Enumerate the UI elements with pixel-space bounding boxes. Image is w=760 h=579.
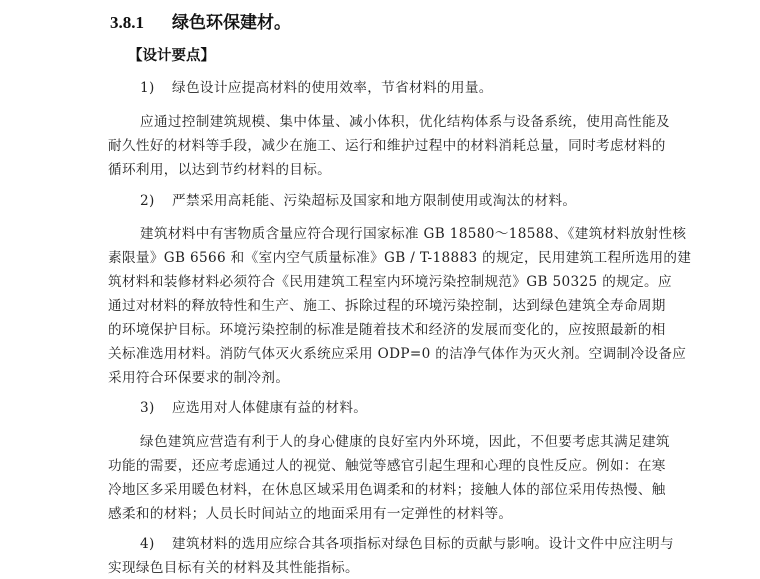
paragraph-line: 采用符合环保要求的制冷剂。 <box>108 370 290 386</box>
list-item-text: 绿色设计应提高材料的使用效率，节省材料的用量。 <box>172 80 493 96</box>
list-item-4-title <box>140 532 674 552</box>
paragraph-line: 绿色建筑应营造有利于人的身心健康的良好室内外环境，因此，不但要考虑其满足建筑 <box>140 434 670 450</box>
paragraph-line: 实现绿色目标有关的材料及其性能指标。 <box>108 560 359 576</box>
list-item-text: 建筑材料的选用应综合其各项指标对绿色目标的贡献与影响。设计文件中应注明与 <box>172 536 674 552</box>
list-item-text: 严禁采用高耗能、污染超标及国家和地方限制使用或淘汰的材料。 <box>172 193 577 209</box>
list-item-2-title <box>140 189 576 209</box>
list-item-text: 应选用对人体健康有益的材料。 <box>172 400 368 416</box>
paragraph-line: 耐久性好的材料等手段，减少在施工、运行和维护过程中的材料消耗总量，同时考虑材料的 <box>108 138 666 154</box>
list-item-number: 2) <box>140 193 155 209</box>
list-item-3-title <box>140 396 367 416</box>
paragraph-line: 冷地区多采用暖色材料，在休息区域采用色调柔和的材料；接触人体的部位采用传热慢、触 <box>108 482 666 498</box>
paragraph-line: 筑材料和装修材料必须符合《民用建筑工程室内环境污染控制规范》GB 50325 的规定。应 <box>108 274 672 290</box>
section-number: 3.8.1 <box>110 13 144 32</box>
design-points-subheading: 【设计要点】 <box>128 48 215 64</box>
paragraph-line: 建筑材料中有害物质含量应符合现行国家标准 GB 18580～18588、《建筑材料放射性核 <box>140 226 687 242</box>
paragraph-line: 的环境保护目标。环境污染控制的标准是随着技术和经济的发展而变化的，应按照最新的相 <box>108 322 666 338</box>
paragraph-line: 关标准选用材料。消防气体灭火系统应采用 ODP=0 的洁净气体作为灭火剂。空调制冷设备应 <box>108 346 687 362</box>
paragraph-line: 应通过控制建筑规模、集中体量、减小体积，优化结构体系与设备系统，使用高性能及 <box>140 114 670 130</box>
section-heading <box>110 8 291 33</box>
list-item-1-title <box>140 76 493 96</box>
paragraph-line: 感柔和的材料；人员长时间站立的地面采用有一定弹性的材料等。 <box>108 506 513 522</box>
paragraph-line: 功能的需要，还应考虑通过人的视觉、触觉等感官引起生理和心理的良性反应。例如：在寒 <box>108 458 666 474</box>
paragraph-line: 通过对材料的释放特性和生产、施工、拆除过程的环境污染控制，达到绿色建筑全寿命周期 <box>108 298 666 314</box>
list-item-number: 3) <box>140 400 155 416</box>
section-title: 绿色环保建材。 <box>172 13 291 33</box>
list-item-number: 4) <box>140 536 155 552</box>
paragraph-line: 循环利用，以达到节约材料的目标。 <box>108 162 332 178</box>
paragraph-line: 素限量》GB 6566 和《室内空气质量标准》GB / T-18883 的规定，民用建筑工程所选用的建 <box>108 250 692 266</box>
list-item-number: 1) <box>140 80 155 96</box>
